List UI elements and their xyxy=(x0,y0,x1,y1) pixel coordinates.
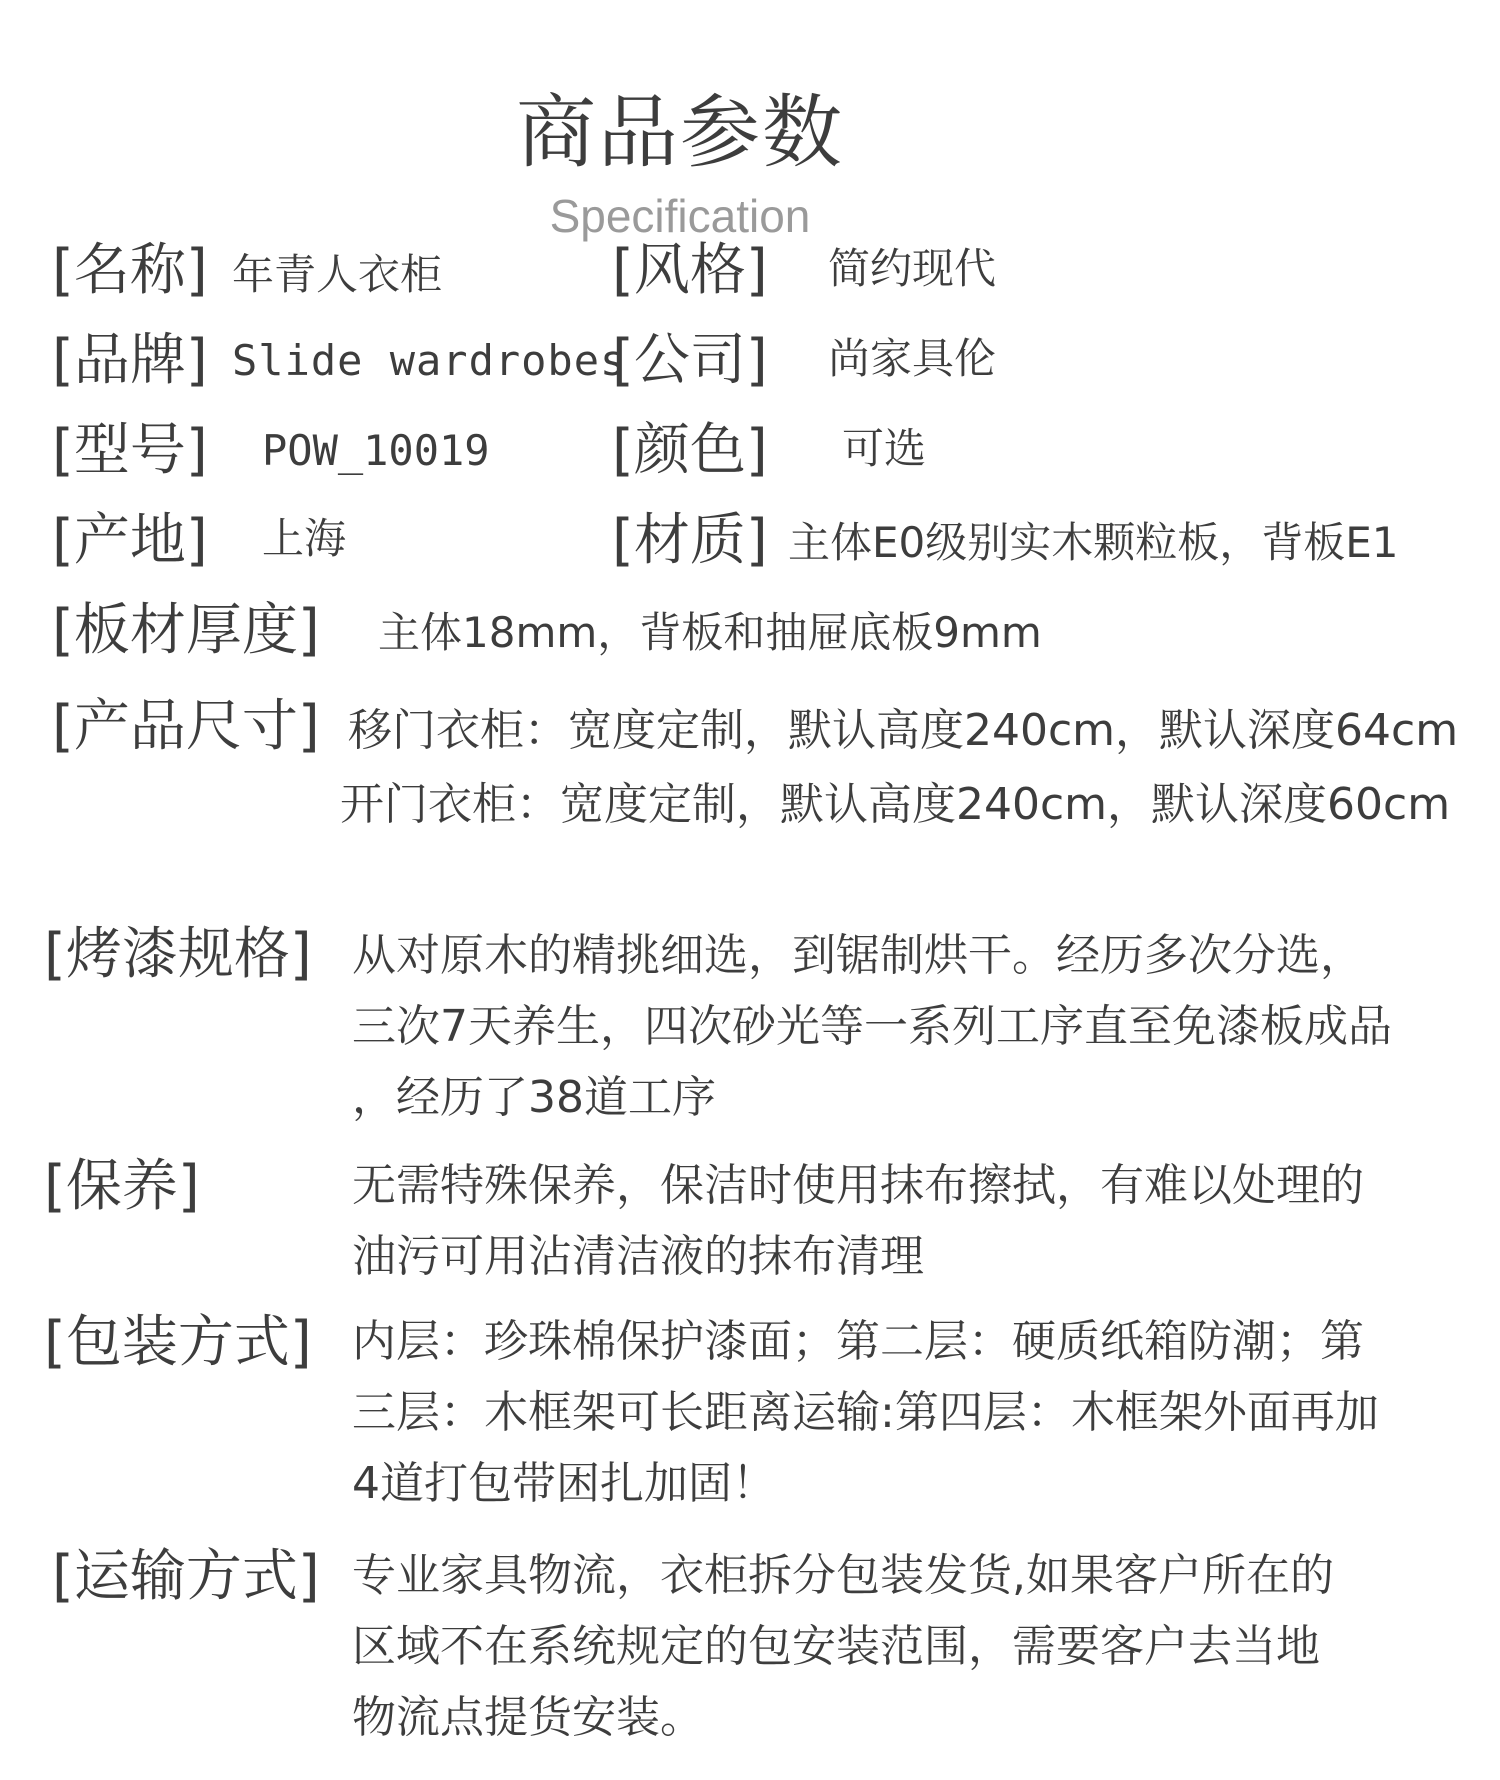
style-label: [风格] xyxy=(612,238,768,303)
packaging-line: 4道打包带困扎加固！ xyxy=(352,1458,776,1509)
material-label: [材质] xyxy=(612,508,768,573)
thickness-value: 主体18mm，背板和抽屉底板9mm xyxy=(378,608,1042,657)
color-value: 可选 xyxy=(842,424,927,473)
company-label: [公司] xyxy=(612,328,768,393)
care-line: 油污可用沾清洁液的抹布清理 xyxy=(352,1231,924,1282)
shipping-line: 专业家具物流，衣柜拆分包装发货,如果客户所在的 xyxy=(352,1550,1334,1601)
size-line: 移门衣柜：宽度定制，默认高度240cm，默认深度64cm xyxy=(348,705,1459,756)
thickness-label: [板材厚度] xyxy=(52,598,320,663)
paint-line: ，经历了38道工序 xyxy=(352,1072,716,1123)
shipping-line: 物流点提货安装。 xyxy=(352,1692,704,1743)
name-label: [名称] xyxy=(52,238,208,303)
packaging-label: [包装方式] xyxy=(44,1310,312,1375)
page-subtitle: Specification xyxy=(549,190,811,242)
company-value: 尚家具伦 xyxy=(828,334,997,383)
care-line: 无需特殊保养，保洁时使用抹布擦拭，有难以处理的 xyxy=(352,1160,1364,1211)
size-line: 开门衣柜：宽度定制，默认高度240cm，默认深度60cm xyxy=(340,779,1451,830)
care-label: [保养] xyxy=(44,1154,200,1219)
style-value: 简约现代 xyxy=(828,244,997,293)
packaging-line: 内层：珍珠棉保护漆面；第二层：硬质纸箱防潮；第 xyxy=(352,1316,1364,1367)
model-label: [型号] xyxy=(52,418,208,483)
shipping-line: 区域不在系统规定的包安装范围，需要客户去当地 xyxy=(352,1621,1320,1672)
material-value: 主体E0级别实木颗粒板，背板E1 xyxy=(788,518,1399,567)
color-label: [颜色] xyxy=(612,418,768,483)
size-label: [产品尺寸] xyxy=(52,694,320,759)
paint-line: 三次7天养生，四次砂光等一系列工序直至免漆板成品 xyxy=(352,1001,1392,1052)
brand-label: [品牌] xyxy=(52,328,208,393)
paint-label: [烤漆规格] xyxy=(44,922,312,987)
brand-value: Slide wardrobes xyxy=(232,336,627,385)
page-title: 商品参数 xyxy=(516,86,844,179)
origin-label: [产地] xyxy=(52,508,208,573)
paint-line: 从对原木的精挑细选，到锯制烘干。经历多次分选， xyxy=(352,930,1364,981)
shipping-label: [运输方式] xyxy=(52,1544,320,1609)
origin-value: 上海 xyxy=(262,514,347,563)
model-value: POW_10019 xyxy=(262,426,490,475)
name-value: 年青人衣柜 xyxy=(232,250,443,299)
packaging-line: 三层：木框架可长距离运输:第四层：木框架外面再加 xyxy=(352,1387,1379,1438)
